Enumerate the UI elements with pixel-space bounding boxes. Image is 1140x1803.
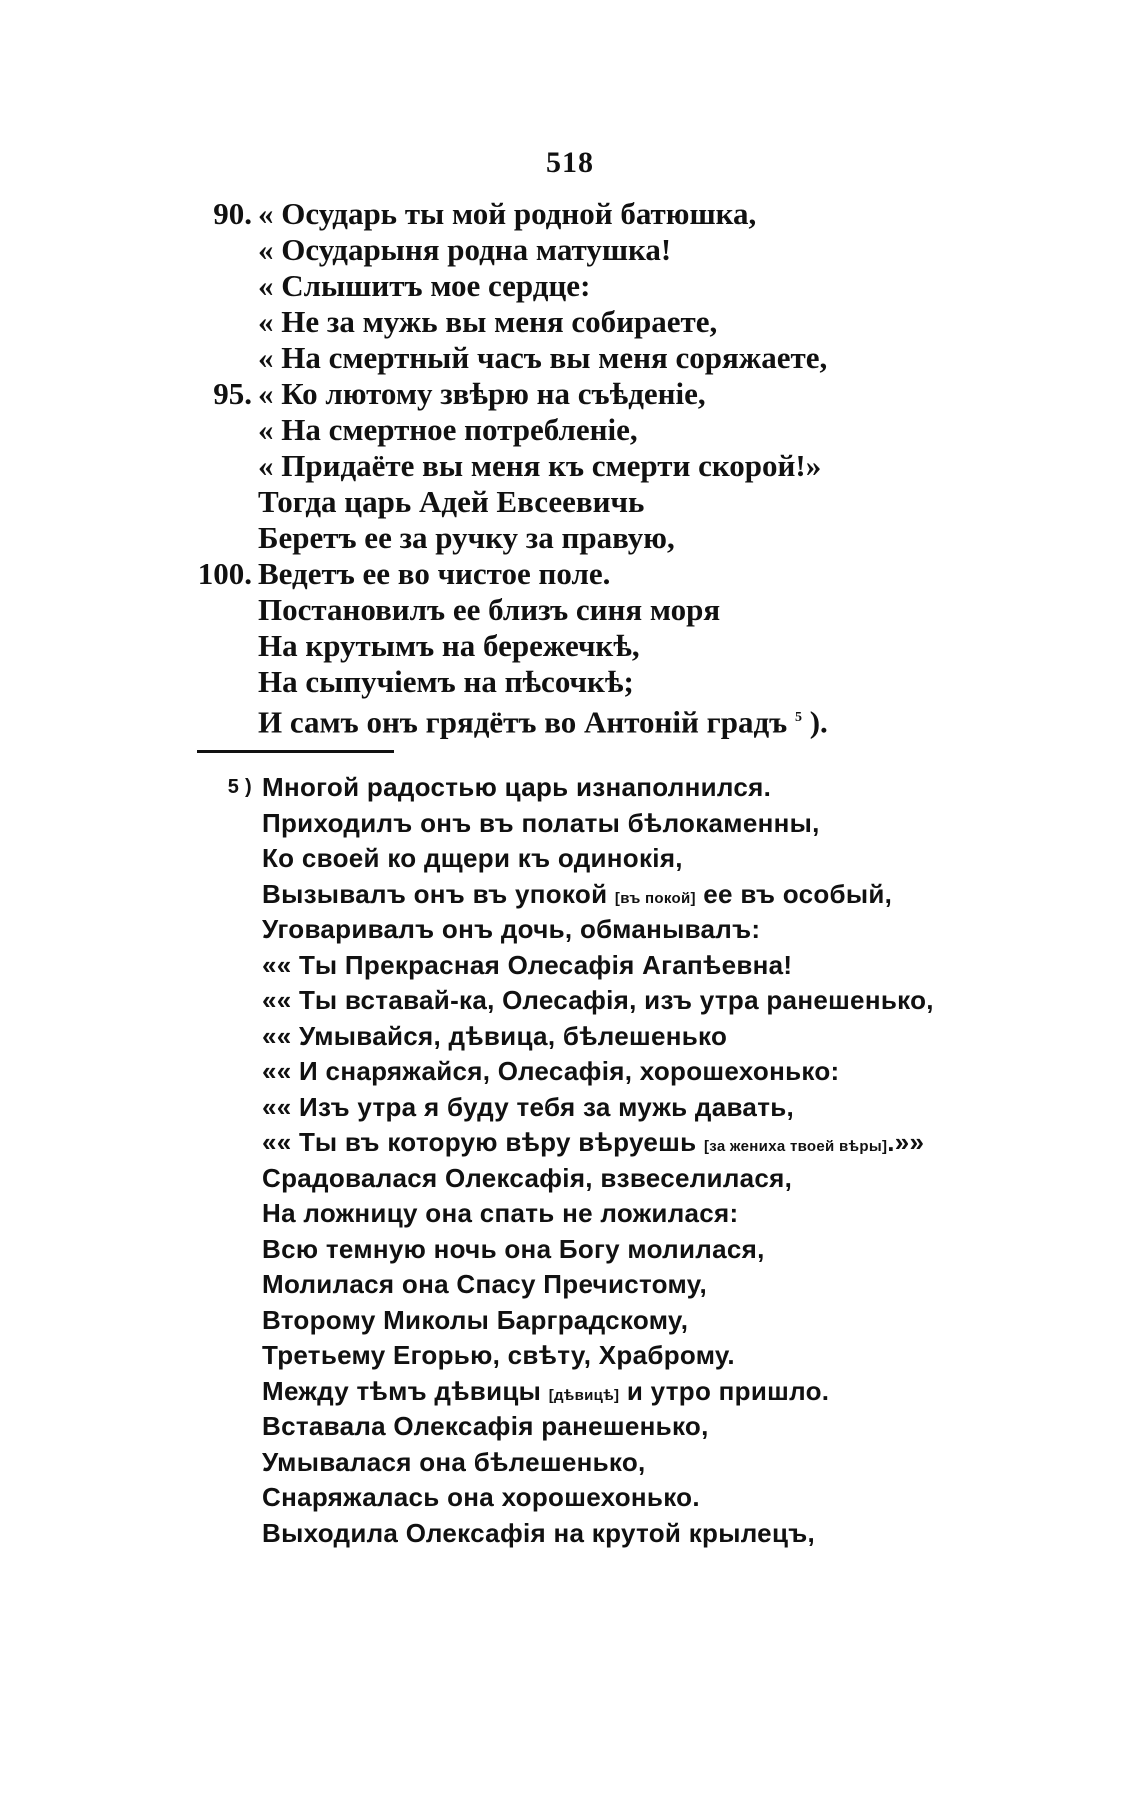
editorial-gloss: [въ покой] bbox=[614, 890, 696, 907]
footnote-line-text: Молилася она Спасу Пречистому, bbox=[262, 1269, 708, 1299]
poem-line bbox=[258, 340, 827, 376]
footnote-line bbox=[262, 1338, 735, 1372]
poem-line-text: На сыпучіемъ на пѣсочкѣ; bbox=[258, 664, 634, 699]
footnote-line-text: Уговаривалъ онъ дочь, обманывалъ: bbox=[262, 914, 761, 944]
poem-line bbox=[213, 196, 757, 232]
poem-line bbox=[258, 484, 644, 520]
footnote-marker: 5 ) bbox=[227, 776, 252, 798]
footnote-line bbox=[262, 877, 892, 911]
poem-line-text: « Придаёте вы меня къ смерти скорой!» bbox=[258, 448, 822, 483]
footnote-line-text: Вставала Олексафія ранешенько, bbox=[262, 1411, 709, 1441]
footnote-line bbox=[227, 770, 772, 804]
poem-line bbox=[258, 664, 634, 700]
footnote-line bbox=[262, 1516, 815, 1550]
footnote-line bbox=[262, 806, 820, 840]
line-number: 100. bbox=[197, 556, 252, 591]
footnote-line-text: Умывалася она бѣлешенько, bbox=[262, 1447, 646, 1477]
poem-line bbox=[258, 268, 590, 304]
footnote-line-continuation: .»» bbox=[887, 1127, 925, 1157]
footnote-line-text: На ложницу она спать не ложилася: bbox=[262, 1198, 739, 1228]
footnote-line-text: «« Ты вставай-ка, Олесафія, изъ утра ранешенько, bbox=[262, 985, 934, 1015]
poem-line bbox=[258, 700, 828, 740]
footnote-line bbox=[262, 1090, 794, 1124]
editorial-gloss: [дѣвицѣ] bbox=[548, 1387, 620, 1404]
poem-line bbox=[258, 304, 717, 340]
poem-line-text: « Слышитъ мое сердце: bbox=[258, 268, 591, 303]
poem-line-text: На крутымъ на бережечкѣ, bbox=[258, 628, 640, 663]
footnote-line-text: Срадовалася Олексафія, взвеселилася, bbox=[262, 1163, 793, 1193]
poem-line-text: Постановилъ ее близъ синя моря bbox=[258, 592, 721, 627]
footnote-line-text: «« Ты Прекрасная Олесафія Агапѣевна! bbox=[262, 950, 793, 980]
poem-line-text: « Ко лютому звѣрю на съѣденіе, bbox=[258, 376, 706, 411]
footnote-line-text: Ко своей ко дщери къ одинокія, bbox=[262, 843, 683, 873]
footnote-line bbox=[262, 1374, 829, 1408]
footnote-line bbox=[262, 1125, 924, 1159]
footnote-line-text: Вызывалъ онъ въ упокой bbox=[262, 879, 608, 909]
footnote-line bbox=[262, 983, 934, 1017]
poem-line-text: « На смертный часъ вы меня соряжаете, bbox=[258, 340, 828, 375]
poem-line bbox=[258, 592, 720, 628]
footnote-line bbox=[262, 1267, 707, 1301]
footnote-line-text: «« Умывайся, дѣвица, бѣлешенько bbox=[262, 1021, 728, 1051]
footnote-line bbox=[262, 1054, 840, 1088]
poem-line bbox=[258, 448, 821, 484]
poem-line-text: Ведетъ ее во чистое поле. bbox=[258, 556, 611, 591]
poem-line-text: « Не за мужь вы меня собираете, bbox=[258, 304, 718, 339]
footnote-line-text: Выходила Олексафія на крутой крылецъ, bbox=[262, 1518, 815, 1548]
line-number: 90. bbox=[213, 196, 252, 231]
footnote-line-text: «« Ты въ которую вѣру вѣруешь bbox=[262, 1127, 697, 1157]
poem-line bbox=[258, 412, 638, 448]
poem-line bbox=[258, 628, 640, 664]
footnote-line-continuation: ее въ особый, bbox=[695, 879, 893, 909]
poem-line-text: И самъ онъ грядётъ во Антоній градъ bbox=[258, 704, 788, 740]
footnote-line-text: «« И снаряжайся, Олесафія, хорошехонько: bbox=[262, 1056, 840, 1086]
footnote-divider bbox=[197, 750, 394, 753]
poem-line bbox=[258, 520, 675, 556]
footnote-reference-tail: ). bbox=[801, 704, 828, 740]
footnote-line bbox=[262, 1445, 646, 1479]
footnote-line-text: Приходилъ онъ въ полаты бѣлокаменны, bbox=[262, 808, 820, 838]
poem-line-text: Беретъ ее за ручку за правую, bbox=[258, 520, 675, 555]
footnote-line-text: «« Изъ утра я буду тебя за мужь давать, bbox=[262, 1092, 795, 1122]
footnote-line bbox=[262, 912, 760, 946]
footnote-reference: 5 bbox=[794, 710, 802, 725]
poem-line-text: « На смертное потребленіе, bbox=[258, 412, 638, 447]
footnote-line bbox=[262, 948, 792, 982]
editorial-gloss: [за жениха твоей вѣры] bbox=[703, 1138, 888, 1155]
footnote-line bbox=[262, 1019, 727, 1053]
footnote-line-text: Второму Миколы Барградскому, bbox=[262, 1305, 689, 1335]
poem-line-text: Тогда царь Адей Евсеевичь bbox=[258, 484, 645, 519]
footnote-line-text: Многой радостью царь изнаполнился. bbox=[262, 772, 772, 802]
poem-line bbox=[197, 556, 611, 592]
footnote-line-text: Снаряжалась она хорошехонько. bbox=[262, 1482, 700, 1512]
footnote-line bbox=[262, 1480, 700, 1514]
line-number: 95. bbox=[213, 376, 252, 411]
footnote-line bbox=[262, 841, 683, 875]
footnote-line bbox=[262, 1161, 792, 1195]
footnote-line bbox=[262, 1409, 709, 1443]
footnote-line-text: Всю темную ночь она Богу молилася, bbox=[262, 1234, 765, 1264]
footnote-line-text: Третьему Егорью, свѣту, Храброму. bbox=[262, 1340, 735, 1370]
poem-line-text: « Осударь ты мой родной батюшка, bbox=[258, 196, 757, 231]
footnote-line-continuation: и утро пришло. bbox=[619, 1376, 830, 1406]
footnote-line bbox=[262, 1196, 738, 1230]
page-number: 518 bbox=[546, 146, 594, 179]
poem-line bbox=[258, 232, 671, 268]
poem-line bbox=[213, 376, 706, 412]
poem-line-text: « Осударыня родна матушка! bbox=[258, 232, 672, 267]
footnote-line bbox=[262, 1232, 765, 1266]
footnote-line-text: Между тѣмъ дѣвицы bbox=[262, 1376, 542, 1406]
footnote-line bbox=[262, 1303, 688, 1337]
